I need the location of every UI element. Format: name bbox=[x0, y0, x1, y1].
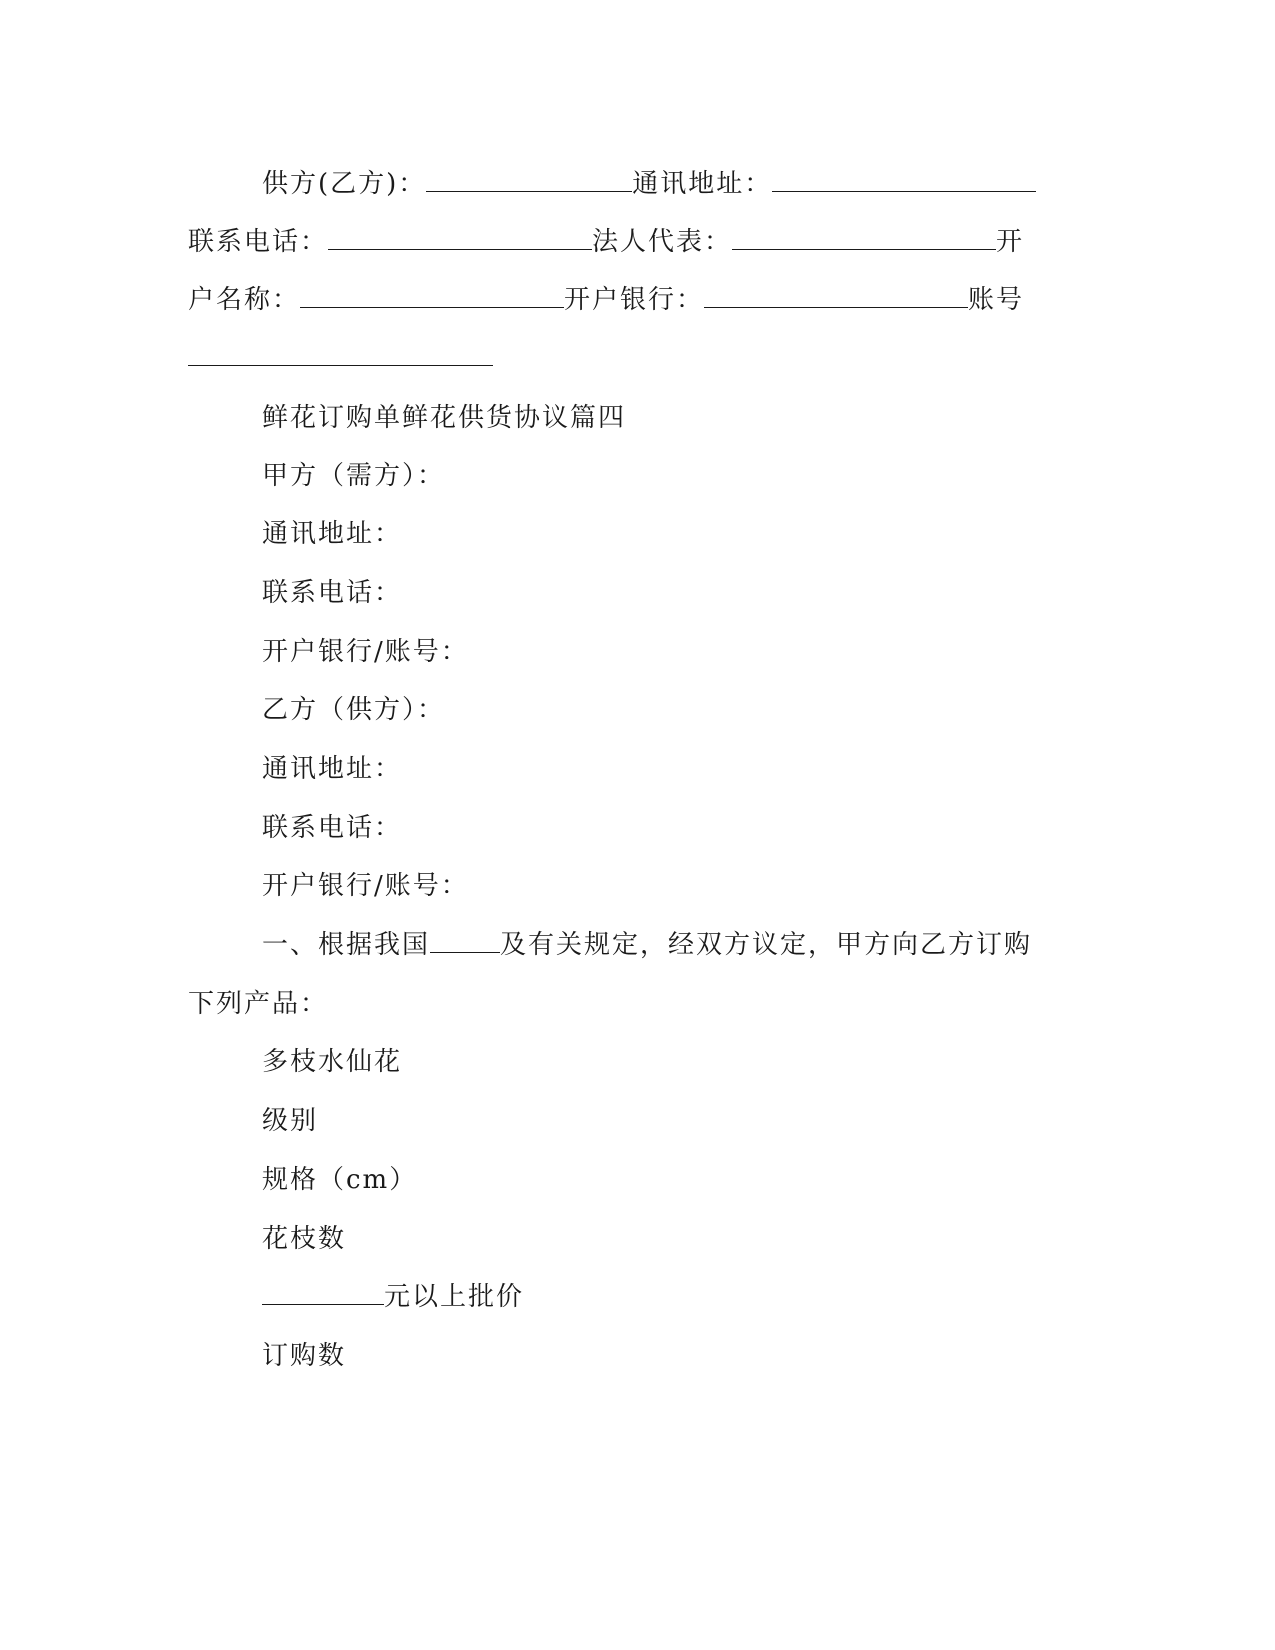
price-label: 元以上批价 bbox=[384, 1282, 525, 1312]
bank-label: 开户银行： bbox=[564, 285, 705, 315]
supplier-label: 供方(乙方)： bbox=[262, 169, 427, 199]
legal-rep-label: 法人代表： bbox=[592, 227, 733, 257]
section-title: 鲜花订购单鲜花供货协议篇四 bbox=[262, 403, 627, 433]
grade-label: 级别 bbox=[262, 1106, 319, 1136]
supplier-line bbox=[262, 164, 1162, 204]
price-line bbox=[262, 1277, 1162, 1317]
party-b-phone: 联系电话： bbox=[262, 813, 403, 843]
party-b-bank: 开户银行/账号： bbox=[262, 871, 469, 901]
clause-one-start: 一、根据我国 bbox=[262, 930, 431, 960]
clause-one-continued: 下列产品： bbox=[188, 989, 329, 1019]
party-a-bank: 开户银行/账号： bbox=[262, 637, 469, 667]
contact-line bbox=[188, 222, 1088, 262]
account-number-blank bbox=[188, 339, 493, 366]
account-name-blank bbox=[300, 281, 564, 308]
party-a-label: 甲方（需方）： bbox=[262, 461, 446, 491]
party-b-label: 乙方（供方）： bbox=[262, 695, 446, 725]
spec-label: 规格（cm） bbox=[262, 1165, 418, 1195]
product-name: 多枝水仙花 bbox=[262, 1047, 403, 1077]
phone-label: 联系电话： bbox=[188, 227, 329, 257]
account-number-label: 账号 bbox=[968, 285, 1025, 315]
address-blank bbox=[772, 165, 1036, 192]
bank-blank bbox=[704, 281, 968, 308]
supplier-blank bbox=[426, 165, 632, 192]
party-a-phone: 联系电话： bbox=[262, 578, 403, 608]
party-a-address: 通讯地址： bbox=[262, 519, 403, 549]
account-name-prefix: 开 bbox=[996, 227, 1025, 257]
party-b-address: 通讯地址： bbox=[262, 754, 403, 784]
price-blank bbox=[262, 1278, 384, 1305]
clause-one-line bbox=[262, 925, 1162, 965]
legal-rep-blank bbox=[732, 223, 996, 250]
stems-label: 花枝数 bbox=[262, 1224, 347, 1254]
law-blank bbox=[430, 926, 500, 953]
account-number-line bbox=[188, 338, 1088, 378]
phone-blank bbox=[328, 223, 592, 250]
order-quantity-label: 订购数 bbox=[262, 1341, 347, 1371]
account-name-label: 户名称： bbox=[188, 285, 301, 315]
clause-one-rest: 及有关规定，经双方议定，甲方向乙方订购 bbox=[500, 930, 1033, 960]
account-line bbox=[188, 280, 1088, 320]
address-label: 通讯地址： bbox=[632, 169, 773, 199]
